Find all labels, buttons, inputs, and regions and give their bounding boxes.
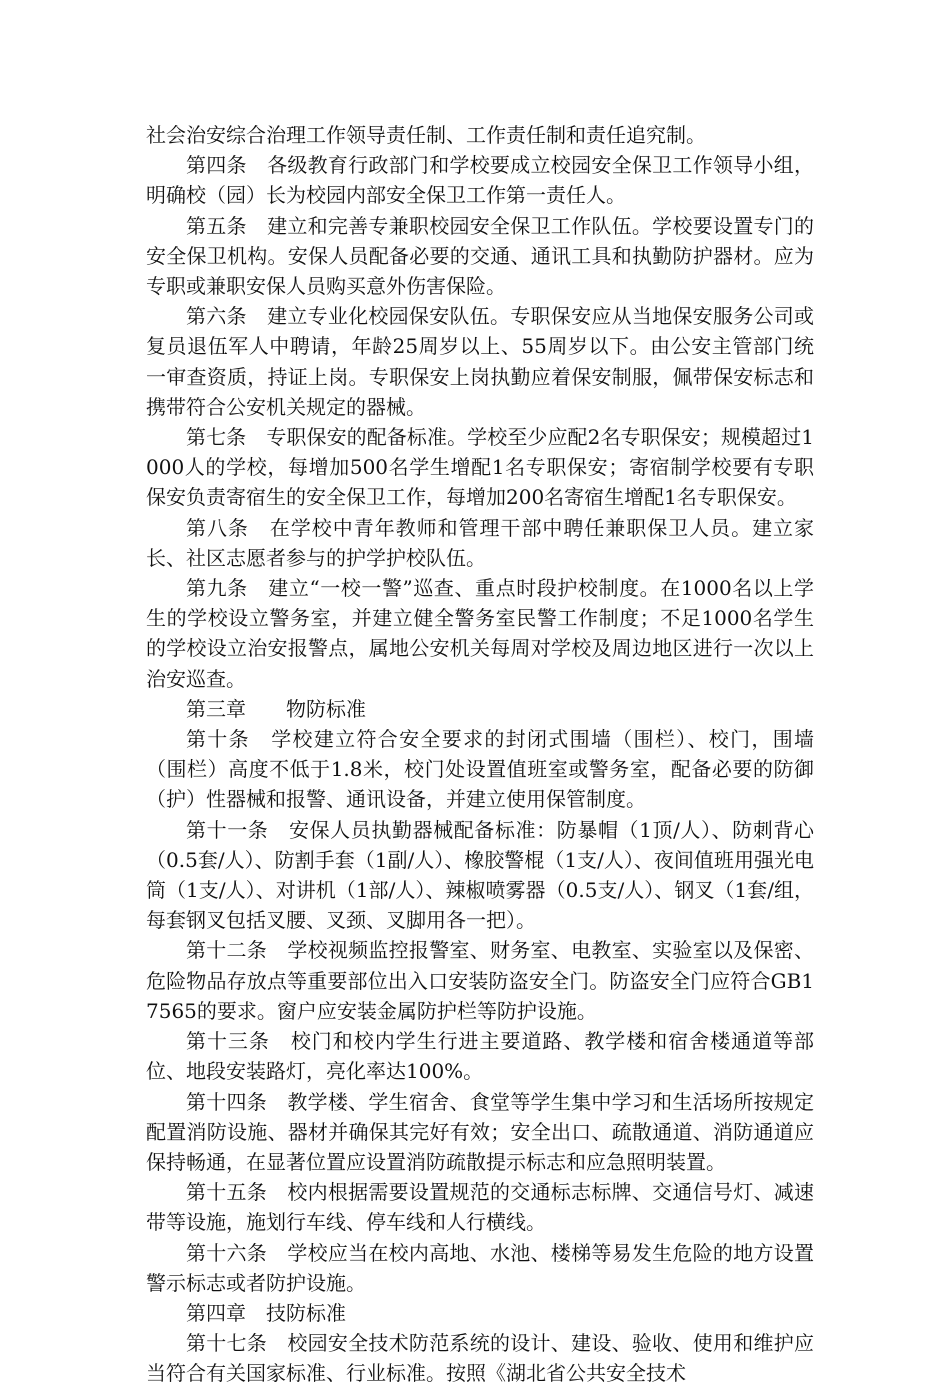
article-17: 第十七条 校园安全技术防范系统的设计、建设、验收、使用和维护应当符合有关国家标准、行业标准。按照《湖北省公共安全技术 — [146, 1331, 814, 1386]
article-11: 第十一条 安保人员执勤器械配备标准：防暴帽（1顶/人）、防刺背心（0.5套/人）、防割手套（1副/人）、橡胶警棍（1支/人）、夜间值班用强光电筒（1支/人）、对讲机（1部/人）、辣椒喷雾器（0.5支/人）、钢叉（1套/组，每套钢叉包括叉腰、叉颈、叉脚用各一把）。 — [146, 817, 814, 933]
chapter-3-heading: 第三章 物防标准 — [186, 696, 366, 721]
article-15: 第十五条 校内根据需要设置规范的交通标志标牌、交通信号灯、减速带等设施，施划行车线、停车线和人行横线。 — [146, 1180, 814, 1235]
article-7: 第七条 专职保安的配备标准。学校至少应配2名专职保安；规模超过1000人的学校，每增加500名学生增配1名专职保安；寄宿制学校要有专职保安负责寄宿生的安全保卫工作，每增加200名寄宿生增配1名专职保安。 — [146, 425, 814, 510]
article-5: 第五条 建立和完善专兼职校园安全保卫工作队伍。学校要设置专门的安全保卫机构。安保人员配备必要的交通、通讯工具和执勤防护器材。应为专职或兼职安保人员购买意外伤害保险。 — [146, 213, 814, 299]
article-12: 第十二条 学校视频监控报警室、财务室、电教室、实验室以及保密、危险物品存放点等重要部位出入口安装防盗安全门。防盗安全门应符合GB17565的要求。窗户应安装金属防护栏等防护设施。 — [146, 938, 814, 1023]
article-4: 第四条 各级教育行政部门和学校要成立校园安全保卫工作领导小组，明确校（园）长为校园内部安全保卫工作第一责任人。 — [146, 153, 814, 208]
article-16: 第十六条 学校应当在校内高地、水池、楼梯等易发生危险的地方设置警示标志或者防护设施。 — [146, 1240, 814, 1295]
article-13: 第十三条 校门和校内学生行进主要道路、教学楼和宿舍楼通道等部位、地段安装路灯，亮化率达100%。 — [146, 1029, 814, 1084]
article-8: 第八条 在学校中青年教师和管理干部中聘任兼职保卫人员。建立家长、社区志愿者参与的护学护校队伍。 — [146, 515, 814, 570]
document-page — [146, 120, 814, 1389]
article-9: 第九条 建立“一校一警”巡查、重点时段护校制度。在1000名以上学生的学校设立警务室，并建立健全警务室民警工作制度；不足1000名学生的学校设立治安报警点，属地公安机关每周对学校及周边地区进行一次以上治安巡查。 — [146, 576, 814, 691]
paragraph-continuation: 社会治安综合治理工作领导责任制、工作责任制和责任追究制。 — [146, 123, 706, 147]
chapter-4-heading: 第四章 技防标准 — [186, 1300, 346, 1325]
article-10: 第十条 学校建立符合安全要求的封闭式围墙（围栏）、校门，围墙（围栏）高度不低于1.8米，校门处设置值班室或警务室，配备必要的防御（护）性器械和报警、通讯设备，并建立使用保管制度。 — [146, 727, 814, 812]
article-6: 第六条 建立专业化校园保安队伍。专职保安应从当地保安服务公司或复员退伍军人中聘请，年龄25周岁以上、55周岁以下。由公安主管部门统一审查资质，持证上岗。专职保安上岗执勤应着保安制服，佩带保安标志和携带符合公安机关规定的器械。 — [146, 304, 814, 419]
article-14: 第十四条 教学楼、学生宿舍、食堂等学生集中学习和生活场所按规定配置消防设施、器材并确保其完好有效；安全出口、疏散通道、消防通道应保持畅通，在显著位置应设置消防疏散提示标志和应急照明装置。 — [146, 1089, 814, 1174]
